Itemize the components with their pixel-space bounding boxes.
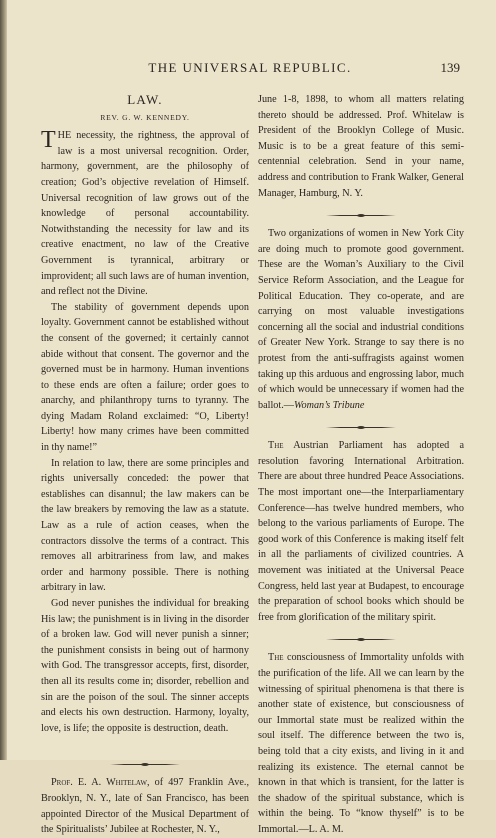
left-column [41,92,249,838]
paragraph-text: consciousness of Immortality unfolds with the purification of the life. All we can learn by the witnessing of spiritual phenomena is that there is another state of existence, but consciousness of our Immortal state must be realized within the soul itself. The difference between the two is, being told that a city exists, and living in it and realizing its existence. The eternal cannot be known in that which is transient, for the latter is the shadow of the spiritual substance, which is within the being. To “know thyself” is to be Immortal.—L. A. M. [258,652,464,835]
section-divider [326,639,396,640]
running-title: THE UNIVERSAL REPUBLIC. [148,60,352,75]
paragraph [41,775,249,837]
right-column [258,92,464,838]
paragraph: June 1-8, 1898, to whom all matters relating thereto should be addressed. Prof. Whitelaw is President of the Brooklyn College of Music. Music is to be a great feature of this semi-centennial celebration. Send in your name, address and contribution to Frank Walker, General Manager, Hamburg, N. Y. [258,94,464,199]
paragraph-text: Two organizations of women in New York City are doing much to promote good government. These are the Woman’s Auxiliary to the Civil Service Reform Association, and the League for Political Education. They co-operate, and are carrying on most valuable investigations concerning all the social and industrial conditions of Greater New York. Strange to say there is no protest from the anti-suffragists against women taking up this arduous and engrossing labor, much of which would be unnecessary if women had the ballot.— [258,228,464,411]
paragraph [258,226,464,413]
section-divider [326,215,396,216]
page-header [40,60,460,80]
paragraph: In relation to law, there are some principles and rights universally conceded: the power that establishes can disannul; the law makers can be the law breakers by removing the law as a statute. Law as a rule of action ceases, when the contractors dissolve the terms of a contract. This removes all arbitrariness from law, and makes order and harmony possible. There is nothing arbitrary in law. [41,457,249,594]
paragraph-text: HE necessity, the rightness, the approval of law is a most universal recognition. Order, harmony, government, are the philosophy of creation; God’s objective revelation of Himself. Universal recognition of law grows out of the knowledge of personal accountability. Notwithstanding the necessity for law and its creative enactment, no law of the Creative Government is tyrannical, arbitrary or improvident; all such laws are of human invention, and reflect not the Divine. [41,130,249,298]
article-title: LAW. [127,92,163,107]
section-divider [326,427,396,428]
page-binding-edge [0,0,7,760]
drop-cap: T [41,127,56,154]
paragraph-text: of 497 Franklin Ave., Brooklyn, N. Y., late of San Francisco, has been appointed Director of the Musical Department of the Spiritualists’ Jubilee at Rochester, N. Y., [41,777,249,836]
section-spacer [41,736,249,750]
paragraph: The stability of government depends upon loyalty. Government cannot be established without the consent of the governed; it certainly cannot abide without that consent. The governor and the governed must be in harmony. Human inventions to these ends are often a failure; order goes to anarchy, and philanthropy turns to tyranny. The dying Madam Roland exclaimed: “O, Liberty! Liberty! how many crimes have been committed in thy name!” [41,301,249,454]
lead-in: The [268,440,284,452]
page-number: 139 [440,60,460,75]
article-byline: REV. G. W. KENNEDY. [100,112,190,122]
lead-in: The [268,652,284,664]
lead-in: Prof. E. A. Whitelaw, [51,777,150,789]
paragraph [258,438,464,625]
paragraph-text: Austrian Parliament has adopted a resolution favoring International Arbitration. There are about three hundred Peace Associations. The most important one—the Interparliamentary Conference—has twelve hundred members, who belong to the various parliaments of Europe. The good work of this Conference is making itself felt in all the parliaments of civilized countries. A movement was initiated at the Universal Peace Congress, held last year at Budapest, to encourage the preparation of school books which should be free from glorification of the military spirit. [258,440,464,623]
paragraph [258,650,464,837]
paragraph: God never punishes the individual for breaking His law; the punishment is in living in the disorder of a broken law. God will never punish a sinner; the punishment consists in being out of harmony with God. The transgressor accepts, first, disorder, then all its results come in; disorder, rebellion and sin are the poison of the soul. The sinner accepts and elects his own destruction. Harmony, loyalty, love, is life; the opposite is destruction, death. [41,598,249,734]
paragraph [41,128,249,300]
section-divider [110,764,180,765]
source-citation: Woman’s Tribune [293,399,365,411]
